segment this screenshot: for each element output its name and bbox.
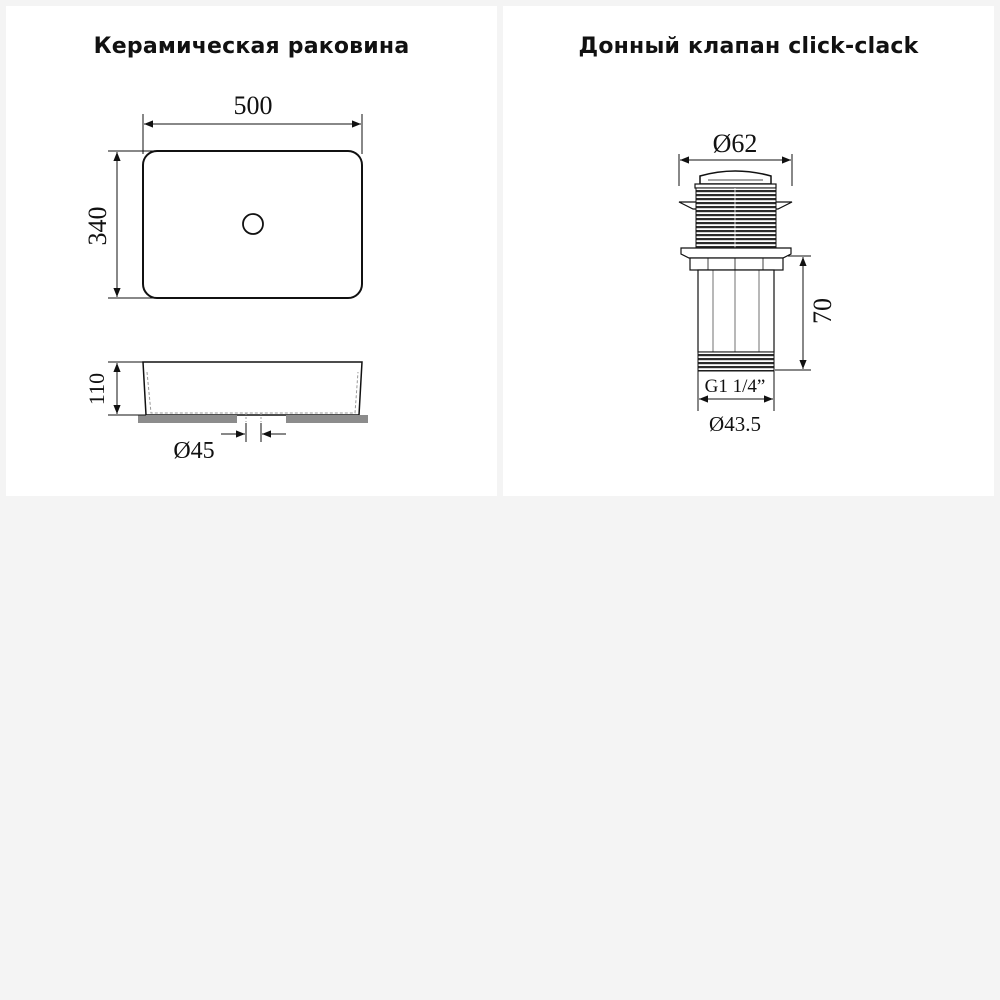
lower-flange (681, 248, 791, 258)
sink-width-dimension (143, 91, 362, 154)
sink-depth-label: 340 (83, 206, 112, 246)
upper-thread (696, 188, 776, 248)
sink-side-view (138, 362, 368, 423)
drain-diameter-dimension (173, 423, 286, 464)
drain-diameter-label: Ø45 (173, 438, 215, 464)
thread-size-label: G1 1/4” (704, 376, 766, 397)
valve-title: Донный клапан click-clack (578, 34, 919, 59)
pipe-diameter-label: Ø43.5 (709, 412, 761, 436)
valve-length-label: 70 (808, 298, 837, 324)
drain-hole (243, 214, 263, 234)
valve-length-dimension (775, 256, 837, 370)
valve-pipe (698, 270, 774, 352)
sink-title: Керамическая раковина (93, 34, 410, 59)
sink-top-view (143, 151, 362, 298)
sink-height-dimension (84, 362, 146, 415)
valve-cap (700, 171, 771, 184)
valve-drawing (503, 6, 994, 496)
valve-body (679, 171, 792, 371)
bottom-thread (698, 352, 774, 371)
valve-panel (503, 6, 994, 496)
sink-drawing (6, 6, 497, 496)
sink-height-label: 110 (84, 372, 109, 406)
sink-width-label: 500 (233, 91, 273, 120)
left-base-plate (138, 415, 237, 423)
right-base-plate (286, 415, 368, 423)
pipe-diameter-dimension (698, 371, 774, 436)
lock-nut (690, 258, 783, 270)
sink-depth-dimension (83, 151, 156, 298)
sink-panel (6, 6, 497, 496)
cap-diameter-label: Ø62 (712, 129, 758, 158)
